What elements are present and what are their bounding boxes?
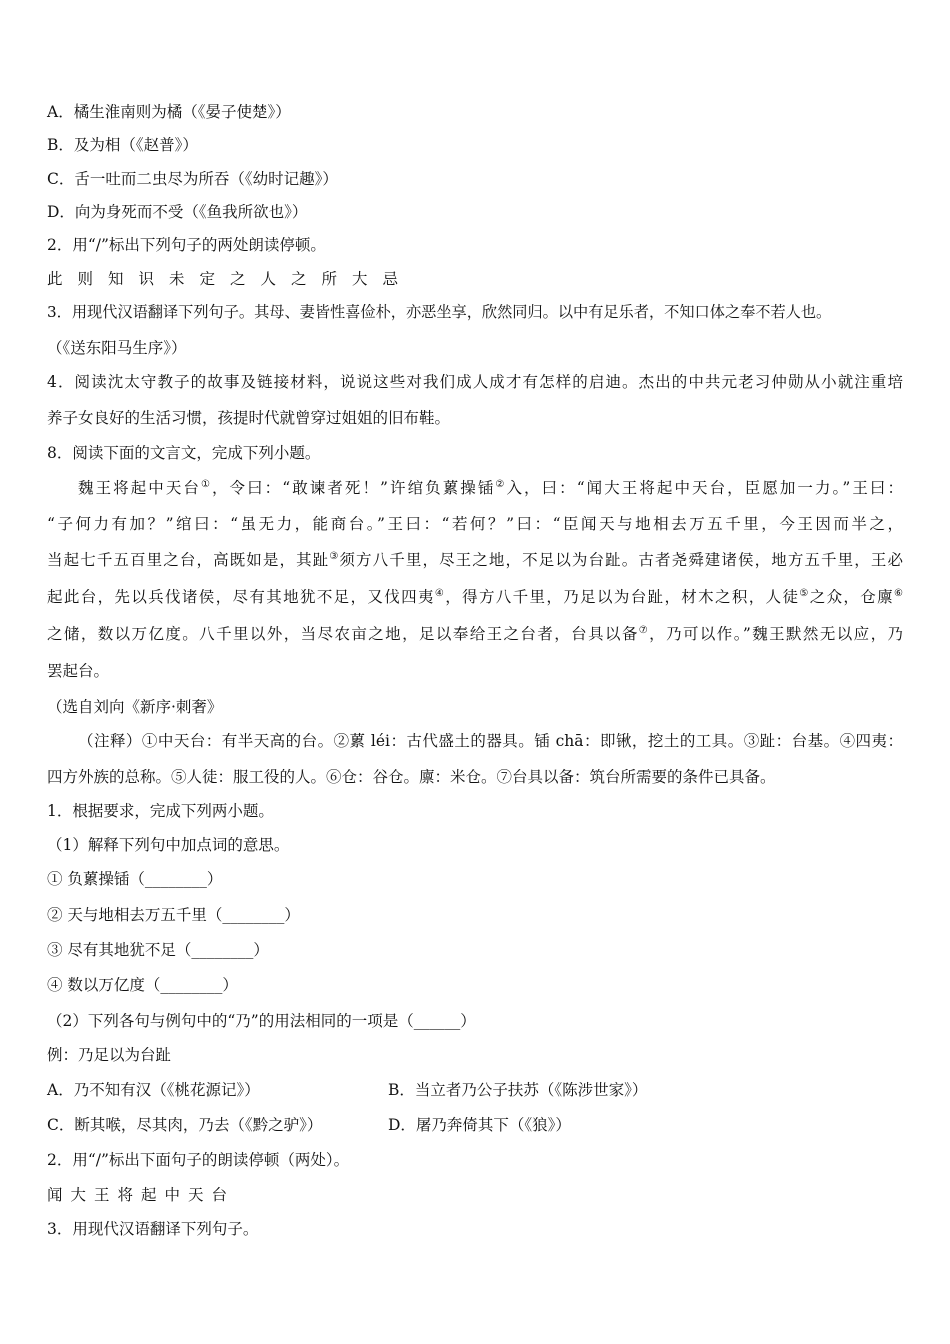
blank-item-1[interactable]: ① 负蔂操锸（________）: [47, 870, 223, 888]
blank-item-3[interactable]: ③ 尽有其地犹不足（________）: [47, 941, 269, 959]
blank-item-2[interactable]: ② 天与地相去万五千里（________）: [47, 906, 300, 924]
blank-item-4[interactable]: ④ 数以万亿度（________）: [47, 976, 238, 994]
notes-line-1: （注释）①中天台：有半天高的台。②蔂 léi：古代盛土的器具。锸 chā：即锹，挖土的工具。③趾：台基。④四夷：: [78, 732, 903, 750]
choice-a[interactable]: A．乃不知有汉（《桃花源记》）: [47, 1081, 260, 1099]
question-4-line-2: 养子女良好的生活习惯，孩提时代就曾穿过姐姐的旧布鞋。: [47, 409, 451, 427]
passage-line: 起此台，先以兵伐诸侯，尽有其地犹不足，又伐四夷④，得方八千里，乃足以为台趾，材木之积，人徒⑤之众，仓廪⑥: [47, 587, 903, 606]
option-d: D．向为身死而不受（《鱼我所欲也》）: [47, 203, 308, 221]
question-2-sentence: 此则知识未定之人之所大忌: [47, 270, 414, 288]
option-a: A．橘生淮南则为橘（《晏子使楚》）: [47, 103, 291, 121]
notes-line-2: 四方外族的总称。⑤人徒：服工役的人。⑥仓：谷仓。廪：米仓。⑦台具以备：筑台所需要的条件已具备。: [47, 768, 776, 786]
passage-source: （选自刘向《新序·刺奢》: [47, 698, 223, 716]
example-sentence: 例：乃足以为台趾: [47, 1046, 172, 1064]
sub-question-1-1: （1）解释下列句中加点词的意思。: [47, 836, 290, 854]
choice-d[interactable]: D．屠乃奔倚其下（《狼》）: [388, 1116, 571, 1134]
passage-line: “子何力有加？”绾曰：“虽无力，能商台。”王曰：“若何？”曰：“臣闻天与地相去万五千里，今王因而半之，: [47, 515, 903, 533]
option-b: B．及为相（《赵普》）: [47, 136, 198, 154]
question-2-prompt: 2．用“/”标出下列句子的两处朗读停顿。: [47, 236, 326, 254]
question-3-source: （《送东阳马生序》）: [47, 339, 187, 357]
question-3-prompt: 3．用现代汉语翻译下列句子。其母、妻皆性喜俭朴，亦恶坐享，欣然同归。以中有足乐者，不知口体之奉不若人也。: [47, 303, 832, 321]
sub-question-3: 3．用现代汉语翻译下列句子。: [47, 1220, 259, 1238]
choice-b[interactable]: B．当立者乃公子扶苏（《陈涉世家》）: [388, 1081, 648, 1099]
passage-line: 当起七千五百里之台，高既如是，其趾③须方八千里，尽王之地，不足以为台趾。古者尧舜建诸侯，地方五千里，王必: [47, 550, 903, 569]
passage-line: 罢起台。: [47, 662, 110, 680]
passage-line: 之储，数以万亿度。八千里以外，当尽农亩之地，足以奉给王之台者，台具以备⑦，乃可以作。”魏王默然无以应，乃: [47, 624, 903, 643]
passage-line: 魏王将起中天台①，令曰：“敢谏者死！”许绾负蔂操锸②入，曰：“闻大王将起中天台，臣愿加一力。”王曰：: [78, 478, 903, 497]
sub-question-2: 2．用“/”标出下面句子的朗读停顿（两处）。: [47, 1151, 350, 1169]
sub-question-2-sentence: 闻大王将起中天台: [47, 1186, 236, 1204]
choice-c[interactable]: C．断其喉，尽其肉，乃去（《黔之驴》）: [47, 1116, 323, 1134]
sub-question-1-2: （2）下列各句与例句中的“乃”的用法相同的一项是（______）: [47, 1012, 476, 1030]
section-8-heading: 8．阅读下面的文言文，完成下列小题。: [47, 444, 321, 462]
option-c: C．舌一吐而二虫尽为所吞（《幼时记趣》）: [47, 170, 338, 188]
question-4-line-1: 4．阅读沈太守教子的故事及链接材料，说说这些对我们成人成才有怎样的启迪。杰出的中共元老习仲勋从小就注重培: [47, 373, 903, 391]
sub-question-1: 1．根据要求，完成下列两小题。: [47, 802, 274, 820]
